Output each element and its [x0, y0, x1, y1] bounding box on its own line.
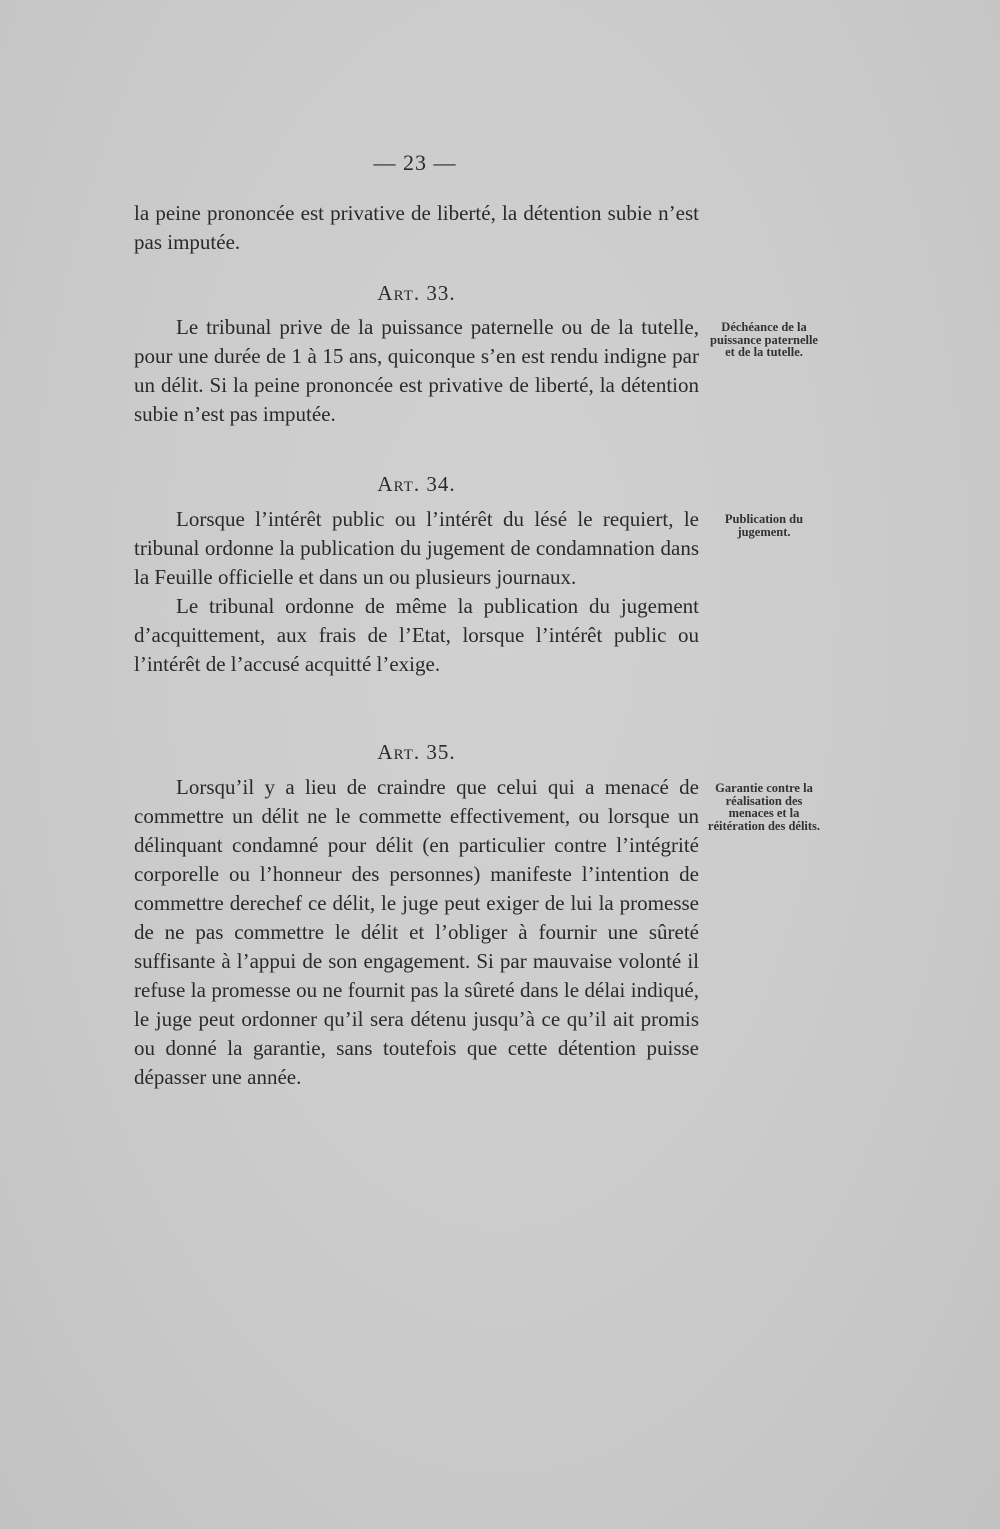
article-34-heading: Art. 34. [377, 472, 456, 496]
article-33-margin-note: Déchéance de la puissance paternelle et de la tutelle. [710, 320, 818, 359]
article-35-paragraph: Lorsqu’il y a lieu de craindre que celui qui a menacé de commettre un délit ne le commette effectivement, ou lorsque un délinquant condamné pour délit (en particulier contre l’intégrité corporelle ou l’honneur des personnes) manifeste l’intention de commettre derechef ce délit, le juge peut exiger de lui la promesse de ne pas commettre le délit et l’obliger à fournir une sûreté suffisante à l’appui de son engagement. Si par mauvaise volonté il refuse la promesse ou ne fournit pas la sûreté dans le délai indiqué, le juge peut ordonner qu’il sera détenu jusqu’à ce qu’il ait promis ou donné la garantie, sans toutefois que cette détention puisse dépasser une année. [134, 775, 699, 1089]
article-33-body [134, 313, 699, 429]
article-35-heading: Art. 35. [377, 740, 456, 764]
article-34-body [134, 505, 699, 679]
article-35-margin-note: Garantie contre la réalisation des menaces et la réitération des délits. [707, 781, 821, 833]
article-33-paragraph: Le tribunal prive de la puissance paternelle ou de la tutelle, pour une durée de 1 à 15 ans, quiconque s’en est rendu indigne par un délit. Si la peine prononcée est privative de liberté, la détention subie n’est pas imputée. [134, 315, 699, 426]
continuation-paragraph: la peine prononcée est privative de liberté, la détention subie n’est pas imputée. [134, 201, 699, 254]
article-34-margin-note: Publication du jugement. [724, 512, 804, 539]
article-35-body [134, 773, 699, 1092]
article-33-heading: Art. 33. [377, 281, 456, 305]
article-34-paragraph-2: Le tribunal ordonne de même la publication du jugement d’acquittement, aux frais de l’Etat, lorsque l’intérêt public ou l’intérêt de l’accusé acquitté l’exige. [134, 594, 699, 676]
page-number: — 23 — [373, 150, 457, 175]
continuation-text [134, 199, 699, 257]
article-34-paragraph-1: Lorsque l’intérêt public ou l’intérêt du lésé le requiert, le tribunal ordonne la publication du jugement de condamnation dans la Feuille officielle et dans un ou plusieurs journaux. [134, 507, 699, 589]
